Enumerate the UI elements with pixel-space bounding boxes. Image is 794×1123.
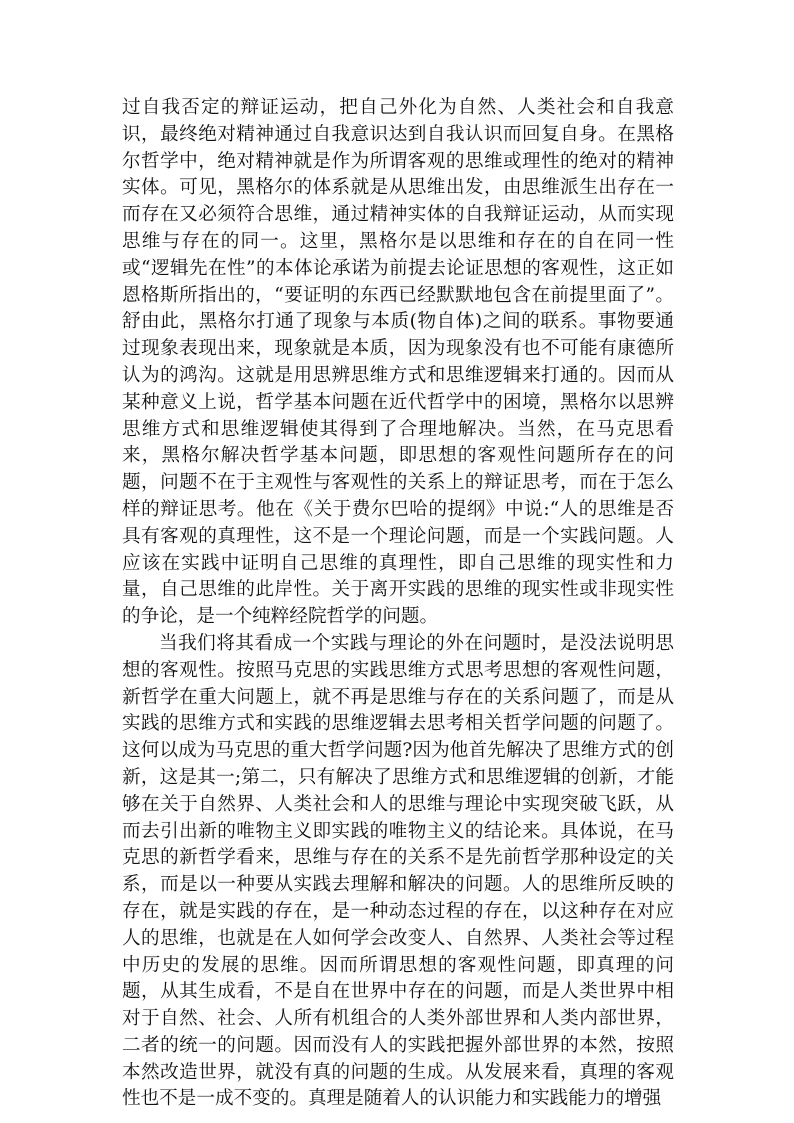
paragraph-marx-practice-thinking: 当我们将其看成一个实践与理论的外在问题时，是没法说明思想的客观性。按照马克思的实践思维方式思考思想的客观性问题，新哲学在重大问题上，就不再是思维与存在的关系问题了，而是从实践的思维方式和实践的思维逻辑去思考相关哲学问题的问题了。这何以成为马克思的重大哲学问题?因为他首先解决了思维方式的创新，这是其一;第二，只有解决了思维方式和思维逻辑的创新，才能够在关于自然界、人类社会和人的思维与理论中实现突破飞跃，从而去引出新的唯物主义即实践的唯物主义的结论来。具体说，在马克思的新哲学看来，思维与存在的关系不是先前哲学那种设定的关系，而是以一种要从实践去理解和解决的问题。人的思维所反映的存在，就是实践的存在，是一种动态过程的存在，以这种存在对应人的思维，也就是在人如何学会改变人、自然界、人类社会等过程中历史的发展的思维。因而所谓思想的客观性问题，即真理的问题，从其生成看，不是自在世界中存在的问题，而是人类世界中相对于自然、社会、人所有机组合的人类外部世界和人类内部世界，二者的统一的问题。因而没有人的实践把握外部世界的本然，按照本然改造世界，就没有真的问题的生成。从发展来看，真理的客观性也不是一成不变的。真理是随着人的认识能力和实践能力的增强 [122,632,674,1110]
paragraph-hegel-absolute-spirit: 过自我否定的辩证运动，把自己外化为自然、人类社会和自我意识，最终绝对精神通过自我意识达到自我认识而回复自身。在黑格尔哲学中，绝对精神就是作为所谓客观的思维或理性的绝对的精神实体。可见，黑格尔的体系就是从思维出发，由思维派生出存在一而存在又必须符合思维，通过精神实体的自我辩证运动，从而实现思维与存在的同一。这里，黑格尔是以思维和存在的自在同一性或“逻辑先在性”的本体论承诺为前提去论证思想的客观性，这正如恩格斯所指出的，“要证明的东西已经默默地包含在前提里面了”。舒由此，黑格尔打通了现象与本质(物自体)之间的联系。事物要通过现象表现出来，现象就是本质，因为现象没有也不可能有康德所认为的鸿沟。这就是用思辨思维方式和思维逻辑来打通的。因而从某种意义上说，哲学基本问题在近代哲学中的困境，黑格尔以思辨思维方式和思维逻辑使其得到了合理地解决。当然，在马克思看来，黑格尔解决哲学基本问题，即思想的客观性问题所存在的问题，问题不在于主观性与客观性的关系上的辩证思考，而在于怎么样的辩证思考。他在《关于费尔巴哈的提纲》中说:“人的思维是否具有客观的真理性，这不是一个理论问题，而是一个实践问题。人应该在实践中证明自己思维的真理性，即自己思维的现实性和力量，自己思维的此岸性。关于离开实践的思维的现实性或非现实性的争论，是一个纯粹经院哲学的问题。 [122,97,674,628]
body-text [122,95,674,1113]
